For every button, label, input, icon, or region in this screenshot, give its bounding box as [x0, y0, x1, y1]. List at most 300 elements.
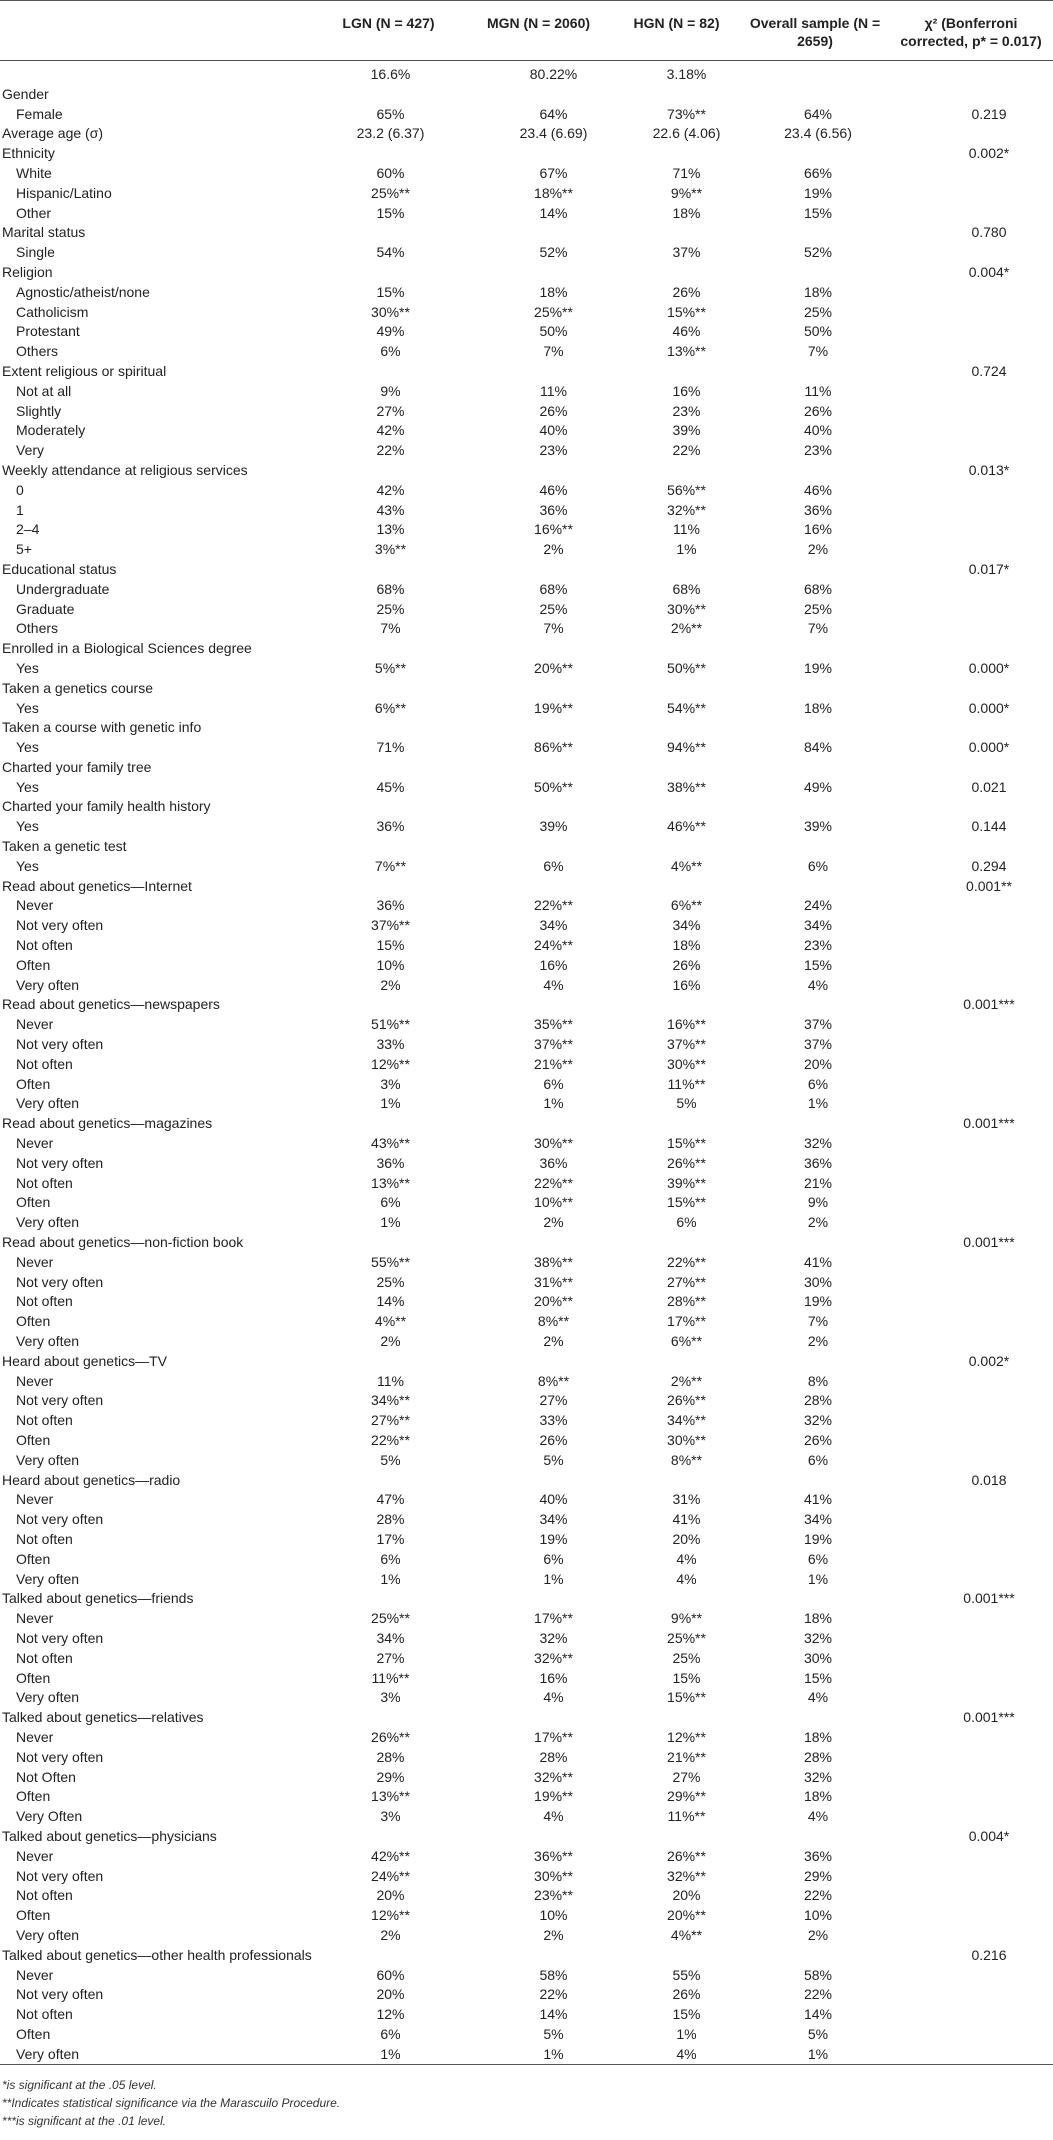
cell-mgn: 50%**	[534, 778, 573, 795]
cell-chi-square: 0.000*	[968, 739, 1010, 756]
row-variable-label: Gender	[2, 85, 49, 102]
header-overall	[741, 1, 889, 61]
cell-chi-square: 0.002*	[968, 145, 1010, 162]
cell-chi-square	[889, 1570, 1053, 1590]
cell-mgn: 10%	[539, 1907, 568, 1924]
cell-hgn	[612, 679, 741, 699]
table-row	[0, 1490, 1053, 1510]
cell-mgn: 20%**	[534, 1293, 573, 1310]
cell-hgn: 15%**	[667, 1194, 706, 1211]
cell-mgn: 52%	[539, 244, 568, 261]
row-variable-label: Taken a course with genetic info	[2, 719, 202, 736]
row-category-label: Never	[16, 1253, 54, 1270]
cell-overall: 14%	[803, 2006, 833, 2023]
cell-chi-square	[889, 1075, 1053, 1095]
cell-mgn: 22%**	[534, 897, 573, 914]
cell-mgn	[465, 223, 612, 243]
table-row	[0, 1609, 1053, 1629]
cell-overall	[741, 223, 889, 243]
table-row	[0, 362, 1053, 382]
cell-chi-square	[889, 243, 1053, 263]
table-row	[0, 1114, 1053, 1134]
cell-overall: 4%	[807, 1689, 829, 1706]
row-category-label: 1	[16, 501, 24, 518]
cell-overall	[741, 639, 889, 659]
table-row	[0, 1213, 1053, 1233]
cell-mgn: 27%	[539, 1392, 568, 1409]
cell-chi-square	[889, 164, 1053, 184]
row-variable-label: Weekly attendance at religious services	[2, 461, 248, 478]
cell-mgn: 16%	[539, 956, 568, 973]
cell-lgn: 54%	[376, 244, 405, 261]
cell-mgn	[465, 560, 612, 580]
cell-overall: 29%	[803, 1867, 833, 1884]
cell-mgn: 33%	[539, 1412, 568, 1429]
cell-mgn: 24%**	[534, 937, 573, 954]
cell-hgn: 11%**	[667, 1808, 706, 1825]
table-row	[0, 837, 1053, 857]
row-variable-label: Heard about genetics—TV	[2, 1352, 167, 1369]
cell-mgn: 80.22%	[529, 66, 578, 82]
cell-mgn: 64%	[539, 105, 568, 122]
cell-overall	[741, 679, 889, 699]
row-category-label: Never	[16, 1135, 54, 1152]
row-variable-label: Read about genetics—Internet	[2, 877, 192, 894]
cell-mgn: 17%**	[534, 1610, 573, 1627]
table-row	[0, 1510, 1053, 1530]
cell-overall	[741, 1946, 889, 1966]
row-category-label: Yes	[16, 739, 39, 756]
row-category-label: Never	[16, 1610, 54, 1627]
cell-chi-square	[889, 1787, 1053, 1807]
cell-overall: 18%	[803, 283, 833, 300]
row-category-label: Often	[16, 1431, 51, 1448]
footnote-3: ***is significant at the .01 level.	[2, 2114, 167, 2128]
cell-lgn	[312, 1233, 465, 1253]
row-category-label: Not very often	[16, 1036, 104, 1053]
cell-mgn: 16%**	[534, 521, 573, 538]
row-category-label: Very often	[16, 1333, 80, 1349]
cell-hgn: 20%**	[667, 1907, 706, 1924]
cell-lgn: 34%**	[371, 1392, 410, 1409]
row-category-label: Yes	[16, 857, 39, 874]
row-category-label: Not often	[16, 937, 73, 954]
cell-hgn: 13%**	[667, 343, 706, 360]
cell-mgn: 39%	[539, 818, 568, 835]
cell-hgn	[612, 85, 741, 105]
cell-mgn: 25%**	[534, 303, 573, 320]
cell-chi-square	[889, 1490, 1053, 1510]
cell-lgn: 36%	[376, 897, 405, 914]
cell-chi-square	[889, 1807, 1053, 1827]
cell-overall: 18%	[803, 1610, 833, 1627]
cell-chi-square	[889, 402, 1053, 422]
cell-overall: 15%	[803, 204, 833, 221]
cell-hgn: 26%	[672, 1986, 701, 2003]
cell-lgn: 43%	[376, 501, 405, 518]
cell-hgn: 18%	[672, 204, 701, 221]
row-category-label: Very often	[16, 1926, 80, 1943]
table-row	[0, 1233, 1053, 1253]
cell-overall: 32%	[803, 1768, 833, 1785]
cell-hgn: 46%**	[667, 818, 706, 835]
cell-lgn: 49%	[376, 323, 405, 340]
cell-mgn: 22%**	[534, 1174, 573, 1191]
table-row	[0, 659, 1053, 679]
header-lgn	[312, 1, 465, 61]
cell-chi-square	[889, 322, 1053, 342]
cell-chi-square	[889, 421, 1053, 441]
table-row	[0, 2045, 1053, 2065]
table-row	[0, 1906, 1053, 1926]
cell-lgn: 1%	[380, 1095, 401, 1112]
table-row	[0, 402, 1053, 422]
cell-overall: 5%	[807, 2025, 829, 2042]
table-row	[0, 421, 1053, 441]
cell-overall: 18%	[803, 1788, 833, 1805]
cell-lgn: 23.2 (6.37)	[356, 125, 425, 142]
table-row	[0, 303, 1053, 323]
cell-hgn: 73%**	[667, 105, 706, 122]
cell-mgn: 30%**	[534, 1135, 573, 1152]
cell-chi-square	[889, 1174, 1053, 1194]
table-row	[0, 1174, 1053, 1194]
cell-mgn: 5%	[543, 2025, 564, 2042]
cell-chi-square	[889, 1193, 1053, 1213]
cell-overall: 15%	[803, 1669, 833, 1686]
table-row	[0, 1847, 1053, 1867]
cell-hgn	[612, 718, 741, 738]
row-category-label: Slightly	[16, 402, 62, 419]
cell-overall: 50%	[803, 323, 833, 340]
cell-chi-square	[889, 1372, 1053, 1392]
cell-mgn: 18%**	[534, 184, 573, 201]
cell-hgn: 2%**	[670, 1372, 703, 1389]
cell-chi-square	[889, 837, 1053, 857]
cell-hgn: 25%	[672, 1649, 701, 1666]
cell-overall: 2%	[807, 1333, 829, 1349]
row-variable-label: Talked about genetics—other health professionals	[2, 1946, 312, 1963]
table-row	[0, 1372, 1053, 1392]
cell-chi-square	[889, 639, 1053, 659]
cell-mgn: 14%	[539, 2006, 568, 2023]
header-overall-label: Overall sample (N = 2659)	[749, 15, 881, 49]
cell-mgn: 8%**	[537, 1313, 570, 1330]
table-row	[0, 896, 1053, 916]
cell-chi-square	[889, 797, 1053, 817]
row-category-label: Not very often	[16, 1748, 104, 1765]
row-category-label: Not Often	[16, 1768, 76, 1785]
cell-hgn: 38%**	[667, 778, 706, 795]
table-row	[0, 718, 1053, 738]
cell-hgn	[612, 1471, 741, 1491]
row-variable-label: Heard about genetics—radio	[2, 1471, 181, 1488]
cell-lgn: 47%	[376, 1491, 405, 1508]
row-category-label: Not often	[16, 1649, 73, 1666]
row-category-label: Catholicism	[16, 303, 89, 320]
cell-chi-square	[889, 1867, 1053, 1887]
cell-lgn: 22%	[376, 442, 405, 459]
cell-lgn: 12%	[376, 2006, 405, 2023]
cell-mgn: 32%**	[534, 1649, 573, 1666]
cell-overall: 41%	[803, 1253, 833, 1270]
cell-lgn: 6%	[380, 2025, 401, 2042]
row-category-label: 2–4	[16, 521, 40, 538]
table-row	[0, 1273, 1053, 1293]
cell-hgn: 15%	[672, 1669, 701, 1686]
cell-mgn: 19%**	[534, 1788, 573, 1805]
row-category-label: Not very often	[16, 1154, 104, 1171]
cell-mgn	[465, 639, 612, 659]
cell-lgn: 37%**	[371, 917, 410, 934]
row-variable-label: Charted your family tree	[2, 758, 152, 775]
cell-overall	[741, 797, 889, 817]
cell-overall	[741, 995, 889, 1015]
cell-overall	[741, 61, 889, 85]
cell-mgn: 67%	[539, 164, 568, 181]
table-row	[0, 481, 1053, 501]
table-row	[0, 1946, 1053, 1966]
cell-hgn: 15%**	[667, 303, 706, 320]
cell-lgn: 27%**	[371, 1412, 410, 1429]
cell-chi-square	[889, 1510, 1053, 1530]
cell-mgn: 35%**	[534, 1016, 573, 1033]
cell-hgn	[612, 797, 741, 817]
cell-overall: 23.4 (6.56)	[784, 125, 852, 142]
header-chi-square	[889, 1, 1053, 61]
cell-hgn	[612, 1352, 741, 1372]
cell-lgn: 55%**	[371, 1253, 410, 1270]
cell-mgn: 37%**	[534, 1036, 573, 1053]
row-category-label: Protestant	[16, 323, 80, 340]
table-row	[0, 1748, 1053, 1768]
table-row	[0, 699, 1053, 719]
cell-lgn: 6%	[380, 343, 401, 360]
row-category-label: Not very often	[16, 1273, 104, 1290]
cell-chi-square: 0.004*	[968, 263, 1010, 280]
row-category-label: Very	[16, 442, 45, 459]
cell-mgn	[465, 1946, 612, 1966]
cell-hgn	[612, 461, 741, 481]
table-row	[0, 916, 1053, 936]
cell-chi-square	[889, 1431, 1053, 1451]
cell-hgn: 8%**	[670, 1451, 703, 1468]
cell-lgn: 25%**	[371, 184, 410, 201]
cell-lgn: 71%	[376, 739, 405, 756]
table-row	[0, 382, 1053, 402]
cell-chi-square: 0.004*	[968, 1827, 1010, 1844]
cell-mgn: 28%	[539, 1748, 568, 1765]
cell-chi-square	[889, 718, 1053, 738]
cell-overall: 18%	[803, 1728, 833, 1745]
cell-overall: 49%	[803, 778, 833, 795]
cell-lgn: 34%	[376, 1629, 405, 1646]
cell-chi-square	[889, 1213, 1053, 1233]
cell-hgn: 5%	[676, 1095, 697, 1112]
cell-chi-square	[889, 2045, 1053, 2065]
cell-mgn	[465, 144, 612, 164]
cell-overall: 28%	[803, 1392, 833, 1409]
table-row	[0, 639, 1053, 659]
row-variable-label: Marital status	[2, 224, 86, 241]
cell-chi-square	[889, 382, 1053, 402]
row-category-label: Not often	[16, 1412, 73, 1429]
cell-hgn: 31%	[672, 1491, 701, 1508]
cell-hgn: 11%	[673, 521, 700, 538]
table-row	[0, 1391, 1053, 1411]
cell-overall: 30%	[803, 1273, 833, 1290]
cell-hgn: 9%**	[670, 1610, 703, 1627]
cell-overall	[741, 560, 889, 580]
cell-chi-square	[889, 61, 1053, 85]
cell-lgn: 27%	[376, 1649, 405, 1666]
cell-lgn	[312, 1352, 465, 1372]
cell-overall: 34%	[803, 917, 833, 934]
cell-overall: 52%	[803, 244, 833, 261]
cell-lgn: 13%	[376, 521, 405, 538]
cell-mgn	[465, 1114, 612, 1134]
cell-overall: 36%	[803, 1154, 833, 1171]
row-category-label: Never	[16, 1966, 54, 1983]
table-row	[0, 1649, 1053, 1669]
table-row	[0, 956, 1053, 976]
cell-mgn: 14%	[539, 204, 568, 221]
cell-mgn: 7%	[543, 620, 564, 637]
cell-hgn: 20%	[672, 1530, 701, 1547]
cell-chi-square	[889, 342, 1053, 362]
cell-overall: 1%	[741, 2045, 889, 2065]
cell-lgn	[312, 679, 465, 699]
table-row	[0, 1886, 1053, 1906]
table-row	[0, 1530, 1053, 1550]
table-row	[0, 817, 1053, 837]
row-category-label: Yes	[16, 818, 39, 835]
cell-lgn: 11%	[377, 1372, 404, 1389]
table-row	[0, 164, 1053, 184]
table-row	[0, 857, 1053, 877]
table-row	[0, 976, 1053, 996]
cell-lgn	[312, 144, 465, 164]
cell-overall	[741, 1589, 889, 1609]
table-row	[0, 758, 1053, 778]
cell-overall: 11%	[804, 382, 832, 399]
cell-mgn: 1%	[543, 1095, 564, 1112]
row-variable-label: Taken a genetics course	[2, 679, 153, 696]
cell-hgn: 30%**	[667, 1055, 706, 1072]
cell-overall	[741, 144, 889, 164]
cell-mgn: 2%	[543, 1926, 564, 1943]
cell-hgn: 25%**	[667, 1629, 706, 1646]
cell-hgn: 22%	[672, 442, 701, 459]
cell-overall	[741, 461, 889, 481]
cell-overall	[741, 1708, 889, 1728]
cell-lgn: 12%**	[371, 1907, 410, 1924]
cell-chi-square	[889, 1055, 1053, 1075]
cell-mgn: 2%	[543, 1214, 564, 1231]
cell-mgn: 32%**	[534, 1768, 573, 1785]
table-row	[0, 619, 1053, 639]
cell-hgn: 54%**	[667, 699, 706, 716]
row-category-label: Very often	[16, 1451, 80, 1468]
cell-hgn: 34%**	[667, 1412, 706, 1429]
cell-mgn: 8%**	[537, 1372, 570, 1389]
table-row	[0, 1253, 1053, 1273]
cell-lgn: 13%**	[371, 1788, 410, 1805]
cell-mgn: 36%**	[534, 1847, 573, 1864]
cell-hgn	[612, 1708, 741, 1728]
cell-lgn: 25%**	[371, 1610, 410, 1627]
cell-lgn: 1%	[312, 2045, 465, 2065]
cell-lgn: 25%	[376, 1273, 405, 1290]
cell-overall: 7%	[807, 343, 829, 360]
cell-lgn: 3%	[380, 1689, 401, 1706]
row-variable-label: Average age (σ)	[2, 125, 103, 142]
cell-overall: 15%	[803, 956, 833, 973]
table-row	[0, 1055, 1053, 1075]
cell-overall: 39%	[803, 818, 833, 835]
cell-chi-square	[889, 2005, 1053, 2025]
cell-mgn: 20%**	[534, 659, 573, 676]
cell-chi-square	[889, 956, 1053, 976]
row-category-label: Often	[16, 1788, 51, 1805]
table-row	[0, 1134, 1053, 1154]
cell-chi-square	[889, 184, 1053, 204]
cell-mgn: 4%	[543, 1689, 564, 1706]
cell-lgn	[312, 85, 465, 105]
cell-chi-square	[889, 1530, 1053, 1550]
cell-chi-square	[889, 1134, 1053, 1154]
cell-lgn: 24%**	[371, 1867, 410, 1884]
cell-hgn: 22%**	[667, 1253, 706, 1270]
cell-hgn	[612, 560, 741, 580]
row-category-label: Not often	[16, 1293, 73, 1310]
cell-chi-square	[889, 1688, 1053, 1708]
cell-mgn: 58%	[539, 1966, 568, 1983]
cell-chi-square	[889, 204, 1053, 224]
table-row	[0, 1966, 1053, 1986]
cell-lgn: 29%	[376, 1768, 405, 1785]
cell-mgn: 6%	[543, 1075, 564, 1092]
table-row	[0, 1669, 1053, 1689]
cell-hgn: 22.6 (4.06)	[652, 125, 721, 142]
cell-lgn: 5%	[380, 1451, 401, 1468]
cell-mgn	[465, 1708, 612, 1728]
cell-lgn: 2%	[380, 1333, 401, 1349]
cell-mgn: 31%**	[534, 1273, 573, 1290]
cell-hgn: 39%**	[667, 1174, 706, 1191]
cell-lgn	[312, 639, 465, 659]
cell-chi-square	[889, 1451, 1053, 1471]
cell-mgn	[465, 679, 612, 699]
cell-overall	[741, 1827, 889, 1847]
table-row	[0, 1352, 1053, 1372]
cell-overall: 19%	[803, 659, 833, 676]
cell-overall: 19%	[803, 1293, 833, 1310]
cell-overall	[741, 1114, 889, 1134]
row-category-label: Moderately	[16, 422, 86, 439]
cell-hgn: 2%**	[670, 620, 703, 637]
cell-lgn: 6%**	[374, 699, 407, 716]
cell-hgn	[612, 362, 741, 382]
table-row	[0, 1411, 1053, 1431]
cell-mgn	[465, 263, 612, 283]
cell-chi-square	[889, 124, 1053, 144]
row-category-label: Others	[16, 343, 59, 360]
row-variable-label: Talked about genetics—relatives	[2, 1709, 204, 1726]
cell-chi-square	[889, 1906, 1053, 1926]
cell-overall: 21%	[803, 1174, 833, 1191]
cell-lgn: 28%	[376, 1511, 405, 1528]
